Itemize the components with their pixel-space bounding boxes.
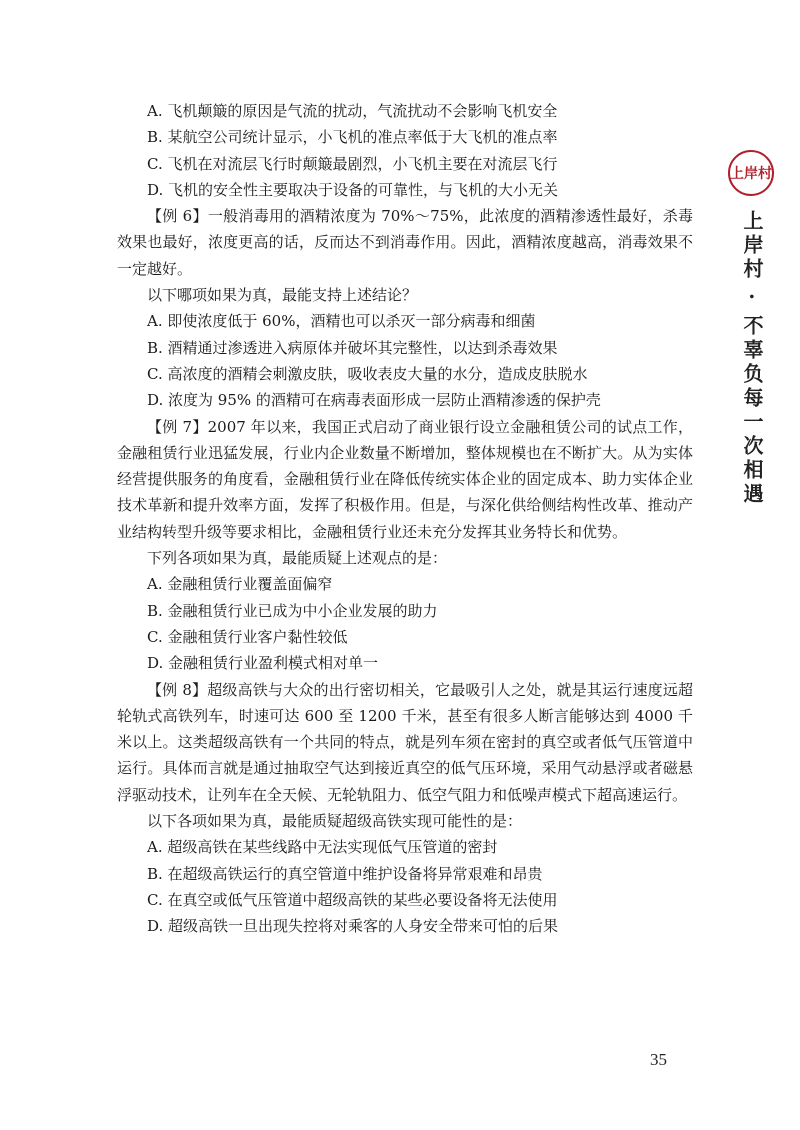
example-8-option-a: A. 超级高铁在某些线路中无法实现低气压管道的密封 <box>147 838 498 857</box>
example-7-question: 下列各项如果为真，最能质疑上述观点的是： <box>147 549 448 568</box>
example-8-option-d: D. 超级高铁一旦出现失控将对乘客的人身安全带来可怕的后果 <box>147 917 559 936</box>
example-8-text: 超级高铁与大众的出行密切相关，它最吸引人之处，就是其运行速度远超轮轨式高铁列车，时速可达 600 至 1200 千米，甚至有很多人断言能够达到 4000 千米以上。这类超级高铁有一个共同的特点，就是列车须在密封的真空或者低气压管道中运行。具体而言就是通过抽取空气达到接近真空的低气压环境，采用气动悬浮或者磁悬浮驱动技术，让列车在全天候、无轮轨阻力、低空气阻力和低噪声模式下超高速运行。 <box>117 680 693 804</box>
q5-option-d: D. 飞机的安全性主要取决于设备的可靠性，与飞机的大小无关 <box>147 180 559 199</box>
example-6-stem <box>117 203 693 282</box>
example-8-option-b: B. 在超级高铁运行的真空管道中维护设备将异常艰难和昂贵 <box>147 864 543 883</box>
q5-option-c: C. 飞机在对流层飞行时颠簸最剧烈，小飞机主要在对流层飞行 <box>147 154 558 173</box>
example-8-option-c: C. 在真空或低气压管道中超级高铁的某些必要设备将无法使用 <box>147 890 558 909</box>
example-7-text: 2007 年以来，我国正式启动了商业银行设立金融租赁公司的试点工作，金融租赁行业迅猛发展，行业内企业数量不断增加，整体规模也在不断扩大。从为实体经营提供服务的角度看，金融租赁行业在降低传统实体企业的固定成本、助力实体企业技术革新和提升效率方面，发挥了积极作用。但是，与深化供给侧结构性改革、推动产业结构转型升级等要求相比，金融租赁行业还未充分发挥其业务特长和优势。 <box>117 417 694 541</box>
example-6-option-b: B. 酒精通过渗透进入病原体并破坏其完整性，以达到杀毒效果 <box>147 338 558 357</box>
example-7-option-d: D. 金融租赁行业盈利模式相对单一 <box>147 654 379 673</box>
page-number: 35 <box>650 1050 667 1069</box>
example-8-tag: 【例 8】 <box>147 680 208 699</box>
example-6-tag: 【例 6】 <box>147 207 208 226</box>
example-7-option-c: C. 金融租赁行业客户黏性较低 <box>147 627 348 646</box>
example-7-stem <box>117 414 693 545</box>
example-6-option-a: A. 即使浓度低于 60%，酒精也可以杀灭一部分病毒和细菌 <box>147 312 536 331</box>
example-7-option-b: B. 金融租赁行业已成为中小企业发展的助力 <box>147 601 438 620</box>
example-7-option-a: A. 金融租赁行业覆盖面偏窄 <box>147 575 333 594</box>
brand-logo: 上岸村 <box>728 150 774 196</box>
example-6-question: 以下哪项如果为真，最能支持上述结论？ <box>147 286 418 305</box>
example-6-option-d: D. 浓度为 95% 的酒精可在病毒表面形成一层防止酒精渗透的保护壳 <box>147 391 601 410</box>
example-8-stem <box>117 677 693 808</box>
example-6-option-c: C. 高浓度的酒精会刺激皮肤，吸收表皮大量的水分，造成皮肤脱水 <box>147 364 588 383</box>
q5-option-a: A. 飞机颠簸的原因是气流的扰动，气流扰动不会影响飞机安全 <box>147 102 558 120</box>
example-7-tag: 【例 7】 <box>147 417 208 436</box>
example-8-question: 以下各项如果为真，最能质疑超级高铁实现可能性的是： <box>147 812 523 831</box>
side-slogan: 上岸村 · 不辜负每一次相遇 <box>740 210 764 507</box>
q5-option-b: B. 某航空公司统计显示，小飞机的准点率低于大飞机的准点率 <box>147 128 558 147</box>
page-content <box>117 98 693 940</box>
example-6-text: 一般消毒用的酒精浓度为 70%～75%，此浓度的酒精渗透性最好，杀毒效果也最好，浓度更高的话，反而达不到消毒作用。因此，酒精浓度越高，消毒效果不一定越好。 <box>117 207 694 278</box>
